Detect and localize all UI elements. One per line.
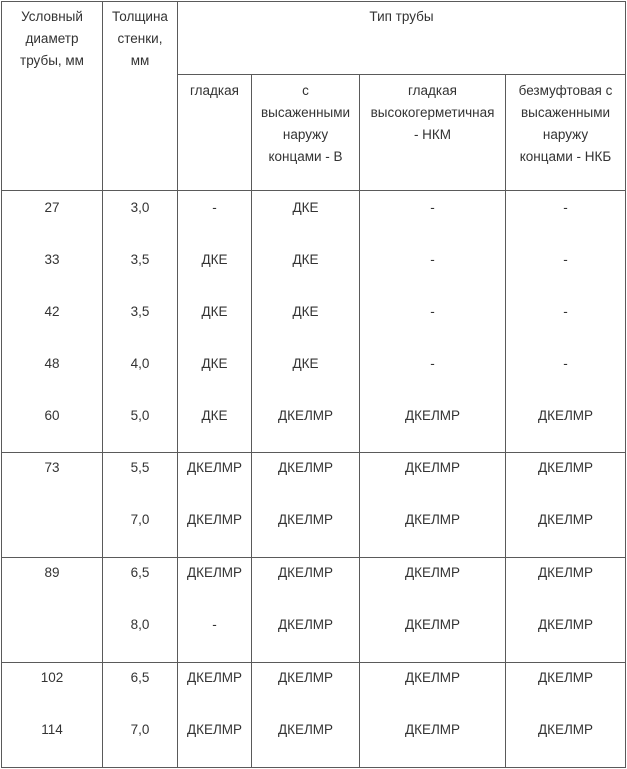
cell-wall: 7,0 [130, 512, 150, 527]
cell-upset: ДКЕЛМР [277, 408, 334, 423]
cell-nkm: ДКЕЛМР [404, 408, 461, 423]
cell-wall: 6,5 [130, 670, 150, 685]
cell-smooth: ДКЕ [201, 252, 228, 267]
cell-smooth: ДКЕ [201, 356, 228, 371]
grid-line [1, 452, 626, 453]
cell-smooth: ДКЕЛМР [186, 512, 243, 527]
cell-diameter: 42 [44, 304, 60, 319]
cell-diameter: 102 [40, 670, 64, 685]
grid-line [625, 1, 626, 768]
cell-upset: ДКЕЛМР [277, 565, 334, 580]
cell-smooth: ДКЕЛМР [186, 670, 243, 685]
header-upset-ends: с высаженными наружу концами - В [260, 83, 351, 164]
cell-upset: ДКЕЛМР [277, 460, 334, 475]
cell-nkb: - [563, 252, 568, 267]
cell-smooth: ДКЕ [201, 304, 228, 319]
cell-nkb: - [563, 356, 568, 371]
cell-nkb: ДКЕЛМР [537, 565, 594, 580]
cell-nkm: ДКЕЛМР [404, 460, 461, 475]
cell-wall: 8,0 [130, 617, 150, 632]
cell-nkb: ДКЕЛМР [537, 460, 594, 475]
grid-line [1, 557, 626, 558]
cell-diameter: 89 [44, 565, 60, 580]
header-nkb: безмуфтовая с высаженными наружу концами - НКБ [518, 83, 613, 164]
cell-nkb: ДКЕЛМР [537, 512, 594, 527]
cell-wall: 3,0 [130, 200, 150, 215]
grid-line [1, 1, 626, 2]
cell-diameter [2, 614, 102, 636]
header-smooth: гладкая [190, 83, 239, 98]
cell-smooth: ДКЕЛМР [186, 565, 243, 580]
cell-nkm: ДКЕЛМР [404, 670, 461, 685]
cell-nkb: ДКЕЛМР [537, 617, 594, 632]
cell-wall: 5,5 [130, 460, 150, 475]
cell-upset: ДКЕЛМР [277, 722, 334, 737]
cell-nkm: ДКЕЛМР [404, 722, 461, 737]
cell-diameter: 60 [44, 408, 60, 423]
cell-nkb: ДКЕЛМР [537, 722, 594, 737]
cell-nkm: - [430, 356, 435, 371]
cell-upset: ДКЕ [292, 200, 319, 215]
header-pipe-type: Тип трубы [369, 9, 434, 24]
cell-upset: ДКЕЛМР [277, 670, 334, 685]
cell-smooth: ДКЕЛМР [186, 722, 243, 737]
cell-wall: 3,5 [130, 304, 150, 319]
cell-nkm: - [430, 200, 435, 215]
cell-diameter: 33 [44, 252, 60, 267]
cell-nkm: ДКЕЛМР [404, 565, 461, 580]
cell-upset: ДКЕ [292, 252, 319, 267]
cell-nkb: ДКЕЛМР [537, 408, 594, 423]
cell-upset: ДКЕЛМР [277, 512, 334, 527]
grid-line [177, 74, 626, 75]
cell-nkm: - [430, 304, 435, 319]
grid-line [1, 1, 2, 768]
grid-line [1, 662, 626, 663]
cell-nkb: - [563, 304, 568, 319]
grid-line [102, 1, 103, 768]
header-nkm: гладкая высокогерметичная - НКМ [370, 83, 495, 142]
cell-upset: ДКЕ [292, 356, 319, 371]
grid-line [177, 1, 178, 768]
cell-upset: ДКЕ [292, 304, 319, 319]
cell-diameter: 27 [44, 200, 60, 215]
header-diameter: Условный диаметр трубы, мм [20, 9, 84, 68]
header-wall-thickness: Толщина стенки, мм [112, 9, 168, 68]
cell-wall: 3,5 [130, 252, 150, 267]
cell-diameter: 73 [44, 460, 60, 475]
cell-wall: 5,0 [130, 408, 150, 423]
cell-nkb: ДКЕЛМР [537, 670, 594, 685]
cell-smooth: - [212, 617, 217, 632]
cell-wall: 4,0 [130, 356, 150, 371]
cell-wall: 6,5 [130, 565, 150, 580]
cell-nkm: ДКЕЛМР [404, 512, 461, 527]
cell-wall: 7,0 [130, 722, 150, 737]
cell-nkm: ДКЕЛМР [404, 617, 461, 632]
grid-line [1, 190, 626, 191]
cell-smooth: ДКЕЛМР [186, 460, 243, 475]
cell-diameter [2, 509, 102, 531]
cell-upset: ДКЕЛМР [277, 617, 334, 632]
grid-line [1, 767, 626, 768]
cell-nkm: - [430, 252, 435, 267]
cell-smooth: ДКЕ [201, 408, 228, 423]
cell-smooth: - [212, 200, 217, 215]
cell-diameter: 114 [41, 722, 63, 737]
cell-diameter: 48 [44, 356, 60, 371]
cell-nkb: - [563, 200, 568, 215]
